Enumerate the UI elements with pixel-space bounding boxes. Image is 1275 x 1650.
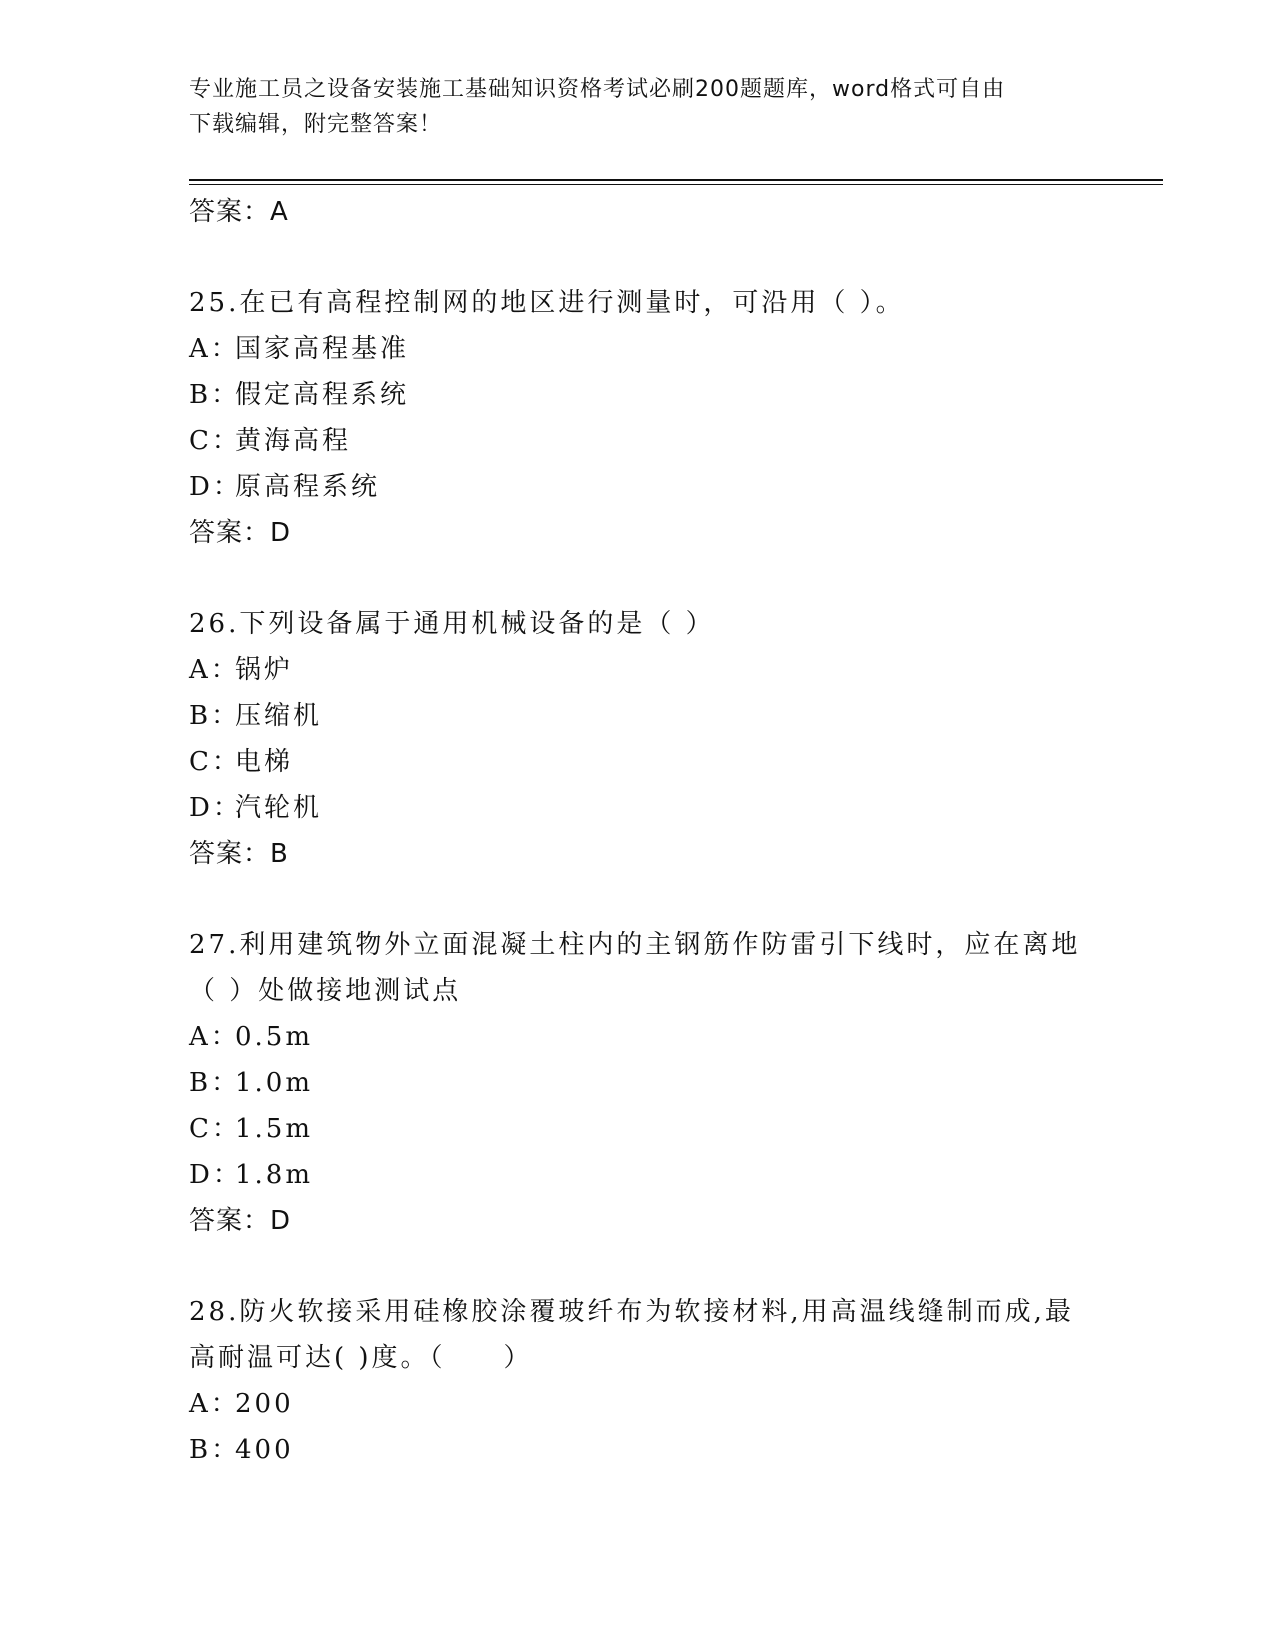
option-d [189, 1152, 1089, 1198]
answer-label: 答案：D [189, 1206, 292, 1236]
question-text-line-2: 高耐温可达( )度。（ ） [189, 1343, 533, 1373]
option-text: 200 [235, 1389, 294, 1419]
header-line-1: 专业施工员之设备安装施工基础知识资格考试必刷200题题库，word格式可自由 [189, 77, 1006, 102]
option-text: 锅炉 [235, 655, 294, 685]
option-key: C： [189, 1114, 241, 1144]
spacer [189, 877, 1089, 922]
header-line-2: 下载编辑，附完整答案！ [189, 112, 443, 137]
option-text: 假定高程系统 [235, 380, 410, 410]
answer-label: 答案：B [189, 839, 289, 869]
question-text-line-2: （ ）处做接地测试点 [189, 976, 462, 1006]
question-text-line-1: 27.利用建筑物外立面混凝土柱内的主钢筋作防雷引下线时，应在离地 [189, 930, 1081, 960]
option-text: 1.0m [235, 1068, 314, 1098]
option-b [189, 372, 1089, 418]
option-key: A： [189, 655, 240, 685]
question-26 [189, 601, 1089, 877]
document-header [189, 72, 1089, 142]
previous-answer: 答案：A [189, 197, 289, 227]
spacer [189, 1244, 1089, 1289]
option-text: 汽轮机 [235, 793, 323, 823]
option-key: D： [189, 472, 242, 502]
option-key: D： [189, 1160, 242, 1190]
option-a [189, 326, 1089, 372]
question-text: 26.下列设备属于通用机械设备的是（ ） [189, 609, 715, 639]
option-key: B： [189, 701, 241, 731]
option-text: 0.5m [235, 1022, 314, 1052]
option-key: B： [189, 380, 241, 410]
option-key: D： [189, 793, 242, 823]
option-c [189, 1106, 1089, 1152]
option-key: A： [189, 1022, 240, 1052]
option-c [189, 739, 1089, 785]
option-key: C： [189, 426, 241, 456]
question-25 [189, 280, 1089, 556]
header-rule-thin [189, 184, 1163, 185]
question-list [189, 189, 1089, 1473]
option-c [189, 418, 1089, 464]
option-a [189, 1014, 1089, 1060]
option-key: B： [189, 1068, 241, 1098]
spacer [189, 235, 1089, 280]
option-text: 国家高程基准 [235, 334, 410, 364]
option-a [189, 1381, 1089, 1427]
spacer [189, 556, 1089, 601]
option-text: 黄海高程 [235, 426, 352, 456]
option-key: A： [189, 1389, 240, 1419]
option-a [189, 647, 1089, 693]
option-b [189, 1427, 1089, 1473]
option-d [189, 464, 1089, 510]
option-text: 1.5m [235, 1114, 314, 1144]
option-text: 电梯 [235, 747, 294, 777]
option-key: B： [189, 1435, 241, 1465]
option-text: 400 [235, 1435, 294, 1465]
option-key: A： [189, 334, 240, 364]
answer-label: 答案：D [189, 518, 292, 548]
option-b [189, 1060, 1089, 1106]
option-key: C： [189, 747, 241, 777]
question-text-line-1: 28.防火软接采用硅橡胶涂覆玻纤布为软接材料,用高温线缝制而成,最 [189, 1297, 1074, 1327]
option-text: 原高程系统 [235, 472, 381, 502]
header-rule-thick [189, 179, 1163, 181]
option-b [189, 693, 1089, 739]
option-text: 压缩机 [235, 701, 323, 731]
question-text: 25.在已有高程控制网的地区进行测量时，可沿用（ ）。 [189, 288, 905, 318]
question-27 [189, 922, 1089, 1244]
option-text: 1.8m [235, 1160, 314, 1190]
question-28 [189, 1289, 1089, 1473]
option-d [189, 785, 1089, 831]
